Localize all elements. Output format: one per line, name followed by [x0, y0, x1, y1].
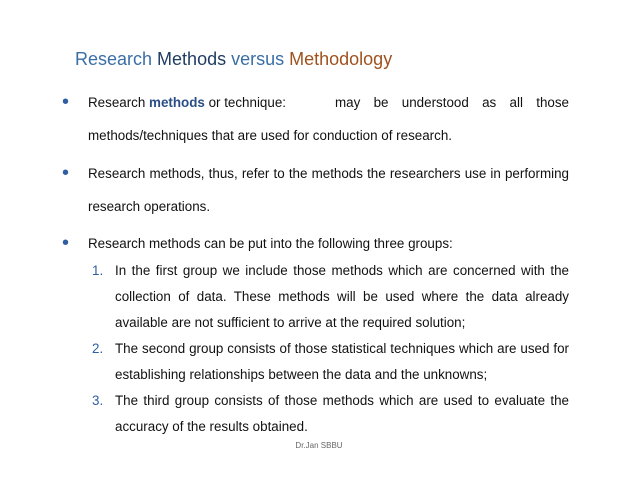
footer-author: Dr.Jan SBBU [295, 441, 343, 450]
bullet-dot-icon: • [62, 232, 70, 254]
bullet-1-text-research: Research [88, 95, 150, 110]
numbered-item-1-line-1: In the first group we include those methods which are concerned with the [115, 263, 569, 278]
bullet-3-line-1: Research methods can be put into the following three groups: [88, 236, 453, 251]
bullet-1-line-1-right: may be understood as all those [335, 95, 569, 110]
numbered-item-3-number: 3. [92, 393, 104, 408]
bullet-2-line-1: Research methods, thus, refer to the methods the researchers use in performing [88, 166, 569, 181]
title-part-versus: versus [226, 49, 290, 69]
title-part-research: Research [75, 49, 158, 69]
bullet-1-line-1-left [88, 94, 288, 112]
title-part-methodology: Methodology [289, 49, 393, 69]
numbered-item-2-number: 2. [92, 341, 104, 356]
numbered-item-3-line-2: accuracy of the results obtained. [115, 419, 308, 434]
numbered-item-1-number: 1. [92, 263, 104, 278]
bullet-1-line-2: methods/techniques that are used for conduction of research. [88, 128, 452, 143]
numbered-item-2-line-1: The second group consists of those statistical techniques which are used for [115, 341, 569, 356]
numbered-item-1-line-3: available are not sufficient to arrive at the required solution; [115, 315, 466, 330]
bullet-dot-icon: • [62, 162, 70, 184]
bullet-2-line-2: research operations. [88, 199, 211, 214]
bullet-1-text-technique: or technique: [204, 95, 286, 110]
title-part-methods: Methods [157, 49, 227, 69]
slide-title [75, 47, 392, 71]
bullet-1-keyword-methods: methods [149, 95, 205, 110]
numbered-item-1-line-2: collection of data. These methods will be used where the data already [115, 289, 569, 304]
bullet-dot-icon: • [62, 91, 70, 113]
numbered-item-2-line-2: establishing relationships between the data and the unknowns; [115, 367, 488, 382]
numbered-item-3-line-1: The third group consists of those methods which are used to evaluate the [115, 393, 569, 408]
